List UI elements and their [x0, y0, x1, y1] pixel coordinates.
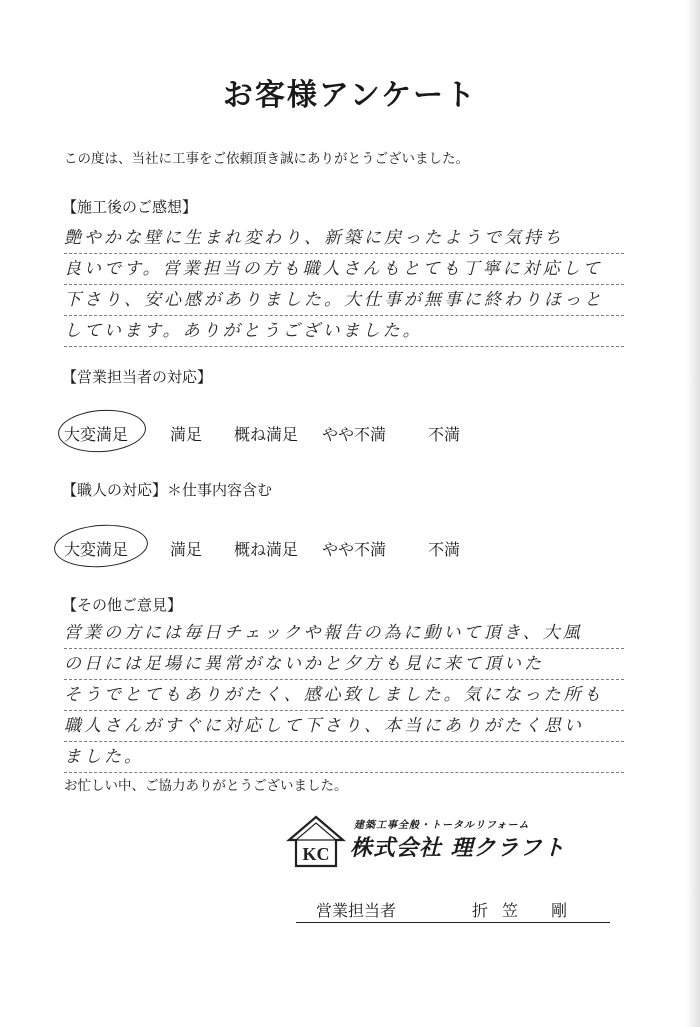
impressions-line: 艶やかな壁に生まれ変わり、新築に戻ったようで気持ち: [64, 223, 624, 254]
intro-text: この度は、当社に工事をご依頼頂き誠にありがとうございました。: [64, 151, 469, 167]
rating-mostly-satisfied[interactable]: 概ね満足: [234, 540, 299, 559]
company-name: 株式会社 理クラフト: [350, 836, 566, 861]
rating-dissatisfied[interactable]: 不満: [428, 425, 461, 444]
rating-very-satisfied[interactable]: 大変満足: [64, 425, 129, 444]
opinion-line: 職人さんがすぐに対応して下さり、本当にありがたく思い: [64, 711, 624, 742]
page-edge-shadow: [686, 0, 700, 1027]
impressions-answer: [64, 223, 624, 347]
rating-satisfied[interactable]: 満足: [170, 425, 203, 444]
rating-satisfied[interactable]: 満足: [170, 540, 203, 559]
rating-somewhat-dissatisfied[interactable]: やや不満: [322, 425, 387, 444]
rating-dissatisfied[interactable]: 不満: [428, 540, 461, 559]
opinion-line: そうでとてもありがたく、感心致しました。気になった所も: [64, 680, 624, 711]
page-title: お客様アンケート: [222, 78, 478, 113]
staff-name: 折笠 剛: [472, 901, 582, 920]
rating-somewhat-dissatisfied[interactable]: やや不満: [322, 540, 387, 559]
opinion-line: 営業の方には毎日チェックや報告の為に動いて頂き、大風: [64, 618, 624, 649]
staff-signature: [296, 896, 610, 923]
staff-role: 営業担当者: [316, 901, 397, 920]
other-opinions-answer: [64, 618, 624, 773]
impressions-line: しています。ありがとうございました。: [64, 316, 624, 347]
impressions-line: 良いです。営業担当の方も職人さんもとても丁寧に対応して: [64, 254, 624, 285]
company-tagline: 建築工事全般・トータルリフォーム: [354, 820, 530, 831]
craftsman-response-heading: 【職人の対応】＊仕事内容含む: [62, 481, 273, 499]
impressions-heading: 【施工後のご感想】: [62, 198, 198, 216]
closing-text: お忙しい中、ご協力ありがとうございました。: [64, 778, 348, 794]
company-logo: [286, 812, 616, 872]
rating-very-satisfied[interactable]: 大変満足: [64, 540, 129, 559]
house-logo-icon: [286, 814, 346, 870]
logo-mark: KC: [302, 844, 330, 864]
rating-mostly-satisfied[interactable]: 概ね満足: [234, 425, 299, 444]
opinion-line: ました。: [64, 742, 624, 773]
impressions-line: 下さり、安心感がありました。大仕事が無事に終わりほっと: [64, 285, 624, 316]
other-opinions-heading: 【その他ご意見】: [62, 596, 183, 614]
opinion-line: の日には足場に異常がないかと夕方も見に来て頂いた: [64, 649, 624, 680]
sales-response-heading: 【営業担当者の対応】: [62, 368, 213, 386]
